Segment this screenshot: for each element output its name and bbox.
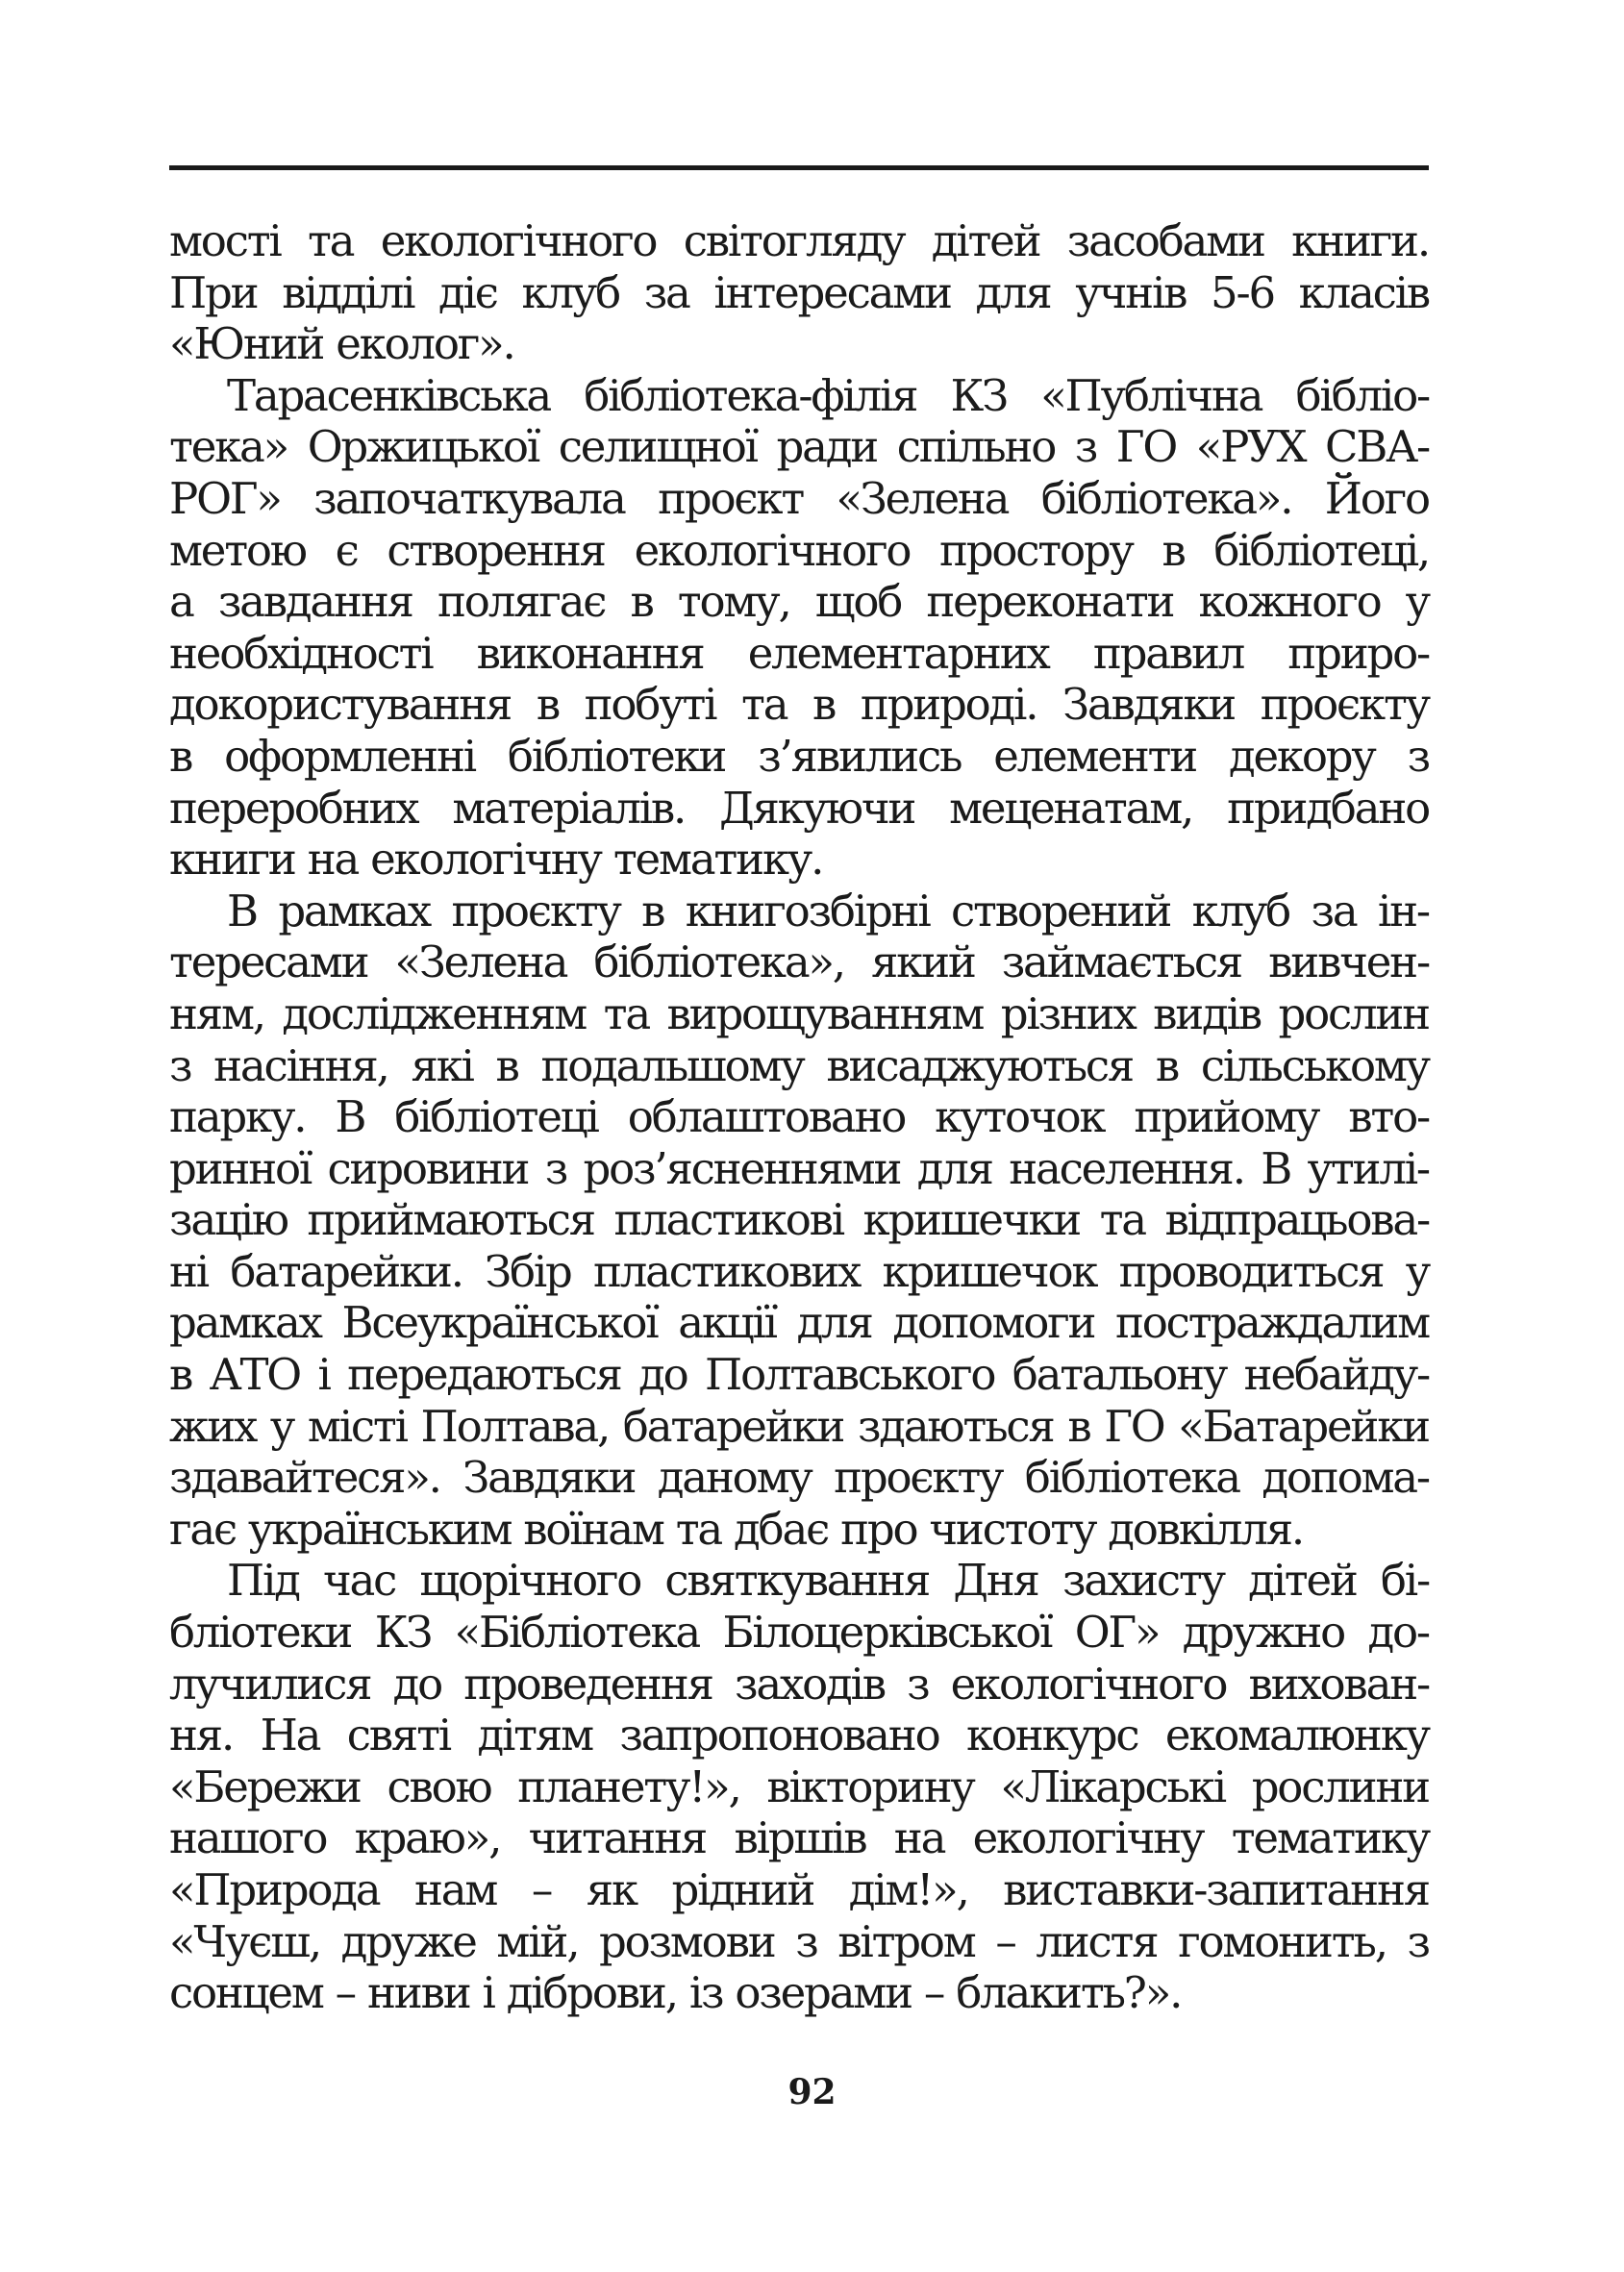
word: чистоту xyxy=(929,1503,1096,1555)
word: воїнам xyxy=(523,1503,663,1555)
word: завдання xyxy=(217,576,412,628)
word: Під xyxy=(227,1555,299,1607)
word: прийому xyxy=(1134,1091,1319,1143)
word: мості xyxy=(169,215,281,266)
word: кришечок xyxy=(882,1245,1097,1297)
word: кожного xyxy=(1198,576,1381,628)
word: запропоновано xyxy=(619,1710,939,1761)
word: вікторину xyxy=(766,1760,974,1812)
word: на xyxy=(893,1812,945,1864)
text-line xyxy=(169,679,1429,731)
word: книги xyxy=(169,834,295,886)
word: декору xyxy=(1228,730,1375,782)
word: розмови xyxy=(599,1915,775,1967)
word: які xyxy=(411,1039,473,1091)
word: листя xyxy=(1036,1915,1158,1967)
word: «РУХ xyxy=(1195,421,1306,473)
word: кришечки xyxy=(862,1194,1081,1246)
word: рідний xyxy=(671,1864,814,1915)
word: в xyxy=(169,1349,192,1401)
word: різних xyxy=(1000,987,1136,1039)
word: тематику. xyxy=(612,834,823,886)
text-line xyxy=(169,731,1429,783)
word: ням, xyxy=(169,987,264,1039)
word: планету!», xyxy=(517,1760,740,1812)
text-line xyxy=(169,988,1429,1040)
word: українським xyxy=(248,1503,512,1555)
text-line xyxy=(169,1864,1429,1916)
word: в xyxy=(1067,1400,1090,1452)
word: переробних xyxy=(169,782,418,834)
word: еколог». xyxy=(336,318,514,370)
word: засобами xyxy=(1066,215,1264,266)
word: ня. xyxy=(169,1710,234,1761)
word: батарейки. xyxy=(230,1245,462,1297)
word: бліотеки xyxy=(169,1607,352,1659)
word: Завдяки xyxy=(1062,679,1236,731)
text-line xyxy=(169,1246,1429,1298)
text-line xyxy=(169,783,1429,835)
word: бібліотека», xyxy=(593,936,844,988)
text-line xyxy=(169,886,1429,937)
word: куточок xyxy=(935,1091,1105,1143)
word: у xyxy=(1405,576,1429,628)
text-line xyxy=(169,834,1429,886)
word: зацію xyxy=(169,1194,287,1246)
word: В xyxy=(227,885,257,936)
word: ОГ» xyxy=(1074,1607,1160,1659)
word: тому, xyxy=(677,576,790,628)
word: населення. xyxy=(1009,1142,1244,1194)
word: з xyxy=(907,1658,929,1710)
word: допомоги xyxy=(892,1297,1095,1349)
word: ні xyxy=(169,1245,208,1297)
text-line xyxy=(169,1091,1429,1143)
word: за xyxy=(643,266,689,318)
word: в xyxy=(630,576,653,628)
word: Полтава, xyxy=(420,1400,610,1452)
word: правил xyxy=(1092,627,1244,679)
text-line xyxy=(169,576,1429,628)
word: приро- xyxy=(1287,627,1429,679)
word: «Лікарські xyxy=(1000,1760,1225,1812)
word: гає xyxy=(169,1503,237,1555)
word: батарейки xyxy=(622,1400,844,1452)
word: АТО xyxy=(209,1349,300,1401)
word: для xyxy=(975,266,1051,318)
word: проєкту xyxy=(834,1452,1003,1504)
word: дітям xyxy=(477,1710,592,1761)
word: На xyxy=(260,1710,320,1761)
word: виставки-запитання xyxy=(1003,1864,1429,1915)
word: святі xyxy=(346,1710,450,1761)
word: парку. xyxy=(169,1091,306,1143)
word: – xyxy=(531,1864,552,1915)
word: сонцем xyxy=(169,1967,323,2019)
word: екомалюнку xyxy=(1164,1710,1429,1761)
word: роз’ясненнями xyxy=(583,1142,901,1194)
word: озерами xyxy=(735,1967,912,2019)
word: – xyxy=(995,1915,1015,1967)
word: клуб xyxy=(521,266,619,318)
text-line xyxy=(169,1143,1429,1195)
word: «Юний xyxy=(169,318,324,370)
word: вивчен- xyxy=(1268,936,1429,988)
word: довкілля. xyxy=(1108,1503,1303,1555)
word: нам xyxy=(414,1864,497,1915)
word: краю», xyxy=(354,1812,501,1864)
word: і xyxy=(482,1967,494,2019)
word: нашого xyxy=(169,1812,327,1864)
text-line xyxy=(169,1761,1429,1813)
word: висаджуються xyxy=(826,1039,1134,1091)
word: Збір xyxy=(485,1245,571,1297)
word: В xyxy=(335,1091,365,1143)
text-line xyxy=(169,215,1429,267)
word: облаштовано xyxy=(627,1091,906,1143)
word: дружно xyxy=(1182,1607,1345,1659)
word: селищної xyxy=(558,421,757,473)
word: віршів xyxy=(734,1812,866,1864)
word: про xyxy=(840,1503,917,1555)
word: створений xyxy=(951,885,1171,936)
word: Оржицької xyxy=(307,421,539,473)
word: РОГ» xyxy=(169,472,281,524)
word: блакить?». xyxy=(956,1967,1182,2019)
word: книги. xyxy=(1291,215,1429,266)
word: здавайтеся». xyxy=(169,1452,440,1504)
word: читання xyxy=(528,1812,707,1864)
word: елементи xyxy=(993,730,1196,782)
word: КЗ xyxy=(950,369,1008,421)
word: 5-6 xyxy=(1211,266,1274,318)
word: конкурс xyxy=(965,1710,1138,1761)
word: приймаються xyxy=(307,1194,594,1246)
word: дітей xyxy=(931,215,1040,266)
page-number: 92 xyxy=(787,2072,837,2112)
word: небайду- xyxy=(1243,1349,1429,1401)
word: в xyxy=(641,885,664,936)
word: вто- xyxy=(1348,1091,1429,1143)
text-line xyxy=(169,267,1429,319)
word: тека» xyxy=(169,421,288,473)
word: СВА- xyxy=(1325,421,1429,473)
word: «Зелена xyxy=(394,936,567,988)
word: щорічного xyxy=(419,1555,641,1607)
text-line xyxy=(169,1297,1429,1349)
word: метою xyxy=(169,524,306,576)
text-line xyxy=(169,1607,1429,1659)
word: на xyxy=(307,834,359,886)
word: ради xyxy=(776,421,878,473)
text-line xyxy=(169,1452,1429,1504)
word: жих xyxy=(169,1400,257,1452)
word: з xyxy=(795,1915,817,1967)
word: бі- xyxy=(1380,1555,1429,1607)
word: проєкту xyxy=(451,885,620,936)
word: та xyxy=(307,215,354,266)
word: «Бібліотека xyxy=(454,1607,700,1659)
word: для xyxy=(916,1142,992,1194)
word: за xyxy=(1311,885,1357,936)
word: бібліотеці xyxy=(394,1091,598,1143)
word: екологічного xyxy=(634,524,911,576)
word: проведення xyxy=(463,1658,712,1710)
word: бібліотека-філія xyxy=(584,369,917,421)
word: необхідності xyxy=(169,627,433,679)
word: – xyxy=(923,1967,944,2019)
word: в xyxy=(495,1039,518,1091)
word: подальшому xyxy=(540,1039,804,1091)
text-line xyxy=(169,628,1429,680)
word: видів xyxy=(1153,987,1261,1039)
word: сировини xyxy=(327,1142,529,1194)
text-line xyxy=(169,1504,1429,1556)
word: Дня xyxy=(953,1555,1038,1607)
word: бібліотека». xyxy=(1040,472,1292,524)
word: насіння, xyxy=(213,1039,388,1091)
word: батальону xyxy=(1012,1349,1227,1401)
word: відпрацьова- xyxy=(1164,1194,1429,1246)
word: в xyxy=(812,679,836,731)
word: екологічну xyxy=(972,1812,1204,1864)
word: «Природа xyxy=(169,1864,380,1915)
word: – xyxy=(335,1967,355,2019)
top-rule xyxy=(169,165,1429,170)
body-text xyxy=(169,215,1429,2019)
text-line xyxy=(169,1040,1429,1092)
word: вітром xyxy=(837,1915,975,1967)
word: мій, xyxy=(496,1915,579,1967)
word: виконання xyxy=(476,627,704,679)
word: щоб xyxy=(814,576,902,628)
word: сільському xyxy=(1200,1039,1429,1091)
word: з xyxy=(1407,730,1429,782)
word: діє xyxy=(438,266,497,318)
word: допома- xyxy=(1262,1452,1429,1504)
word: екологічного xyxy=(950,1658,1227,1710)
word: В xyxy=(1261,1142,1291,1194)
word: і xyxy=(317,1349,330,1401)
text-line xyxy=(169,370,1429,422)
word: бібліотеці, xyxy=(1213,524,1429,576)
word: вирощуванням xyxy=(666,987,984,1039)
word: рамках xyxy=(169,1297,321,1349)
word: та xyxy=(1099,1194,1145,1246)
text-line xyxy=(169,1349,1429,1401)
word: ГО xyxy=(1104,1400,1164,1452)
word: час xyxy=(322,1555,396,1607)
word: «Публічна xyxy=(1040,369,1262,421)
word: Білоцерківської xyxy=(722,1607,1052,1659)
word: займається xyxy=(1001,936,1242,988)
word: КЗ xyxy=(374,1607,432,1659)
word: акції xyxy=(678,1297,776,1349)
word: простору xyxy=(938,524,1133,576)
word: утилі- xyxy=(1307,1142,1429,1194)
word: класів xyxy=(1298,266,1429,318)
word: у xyxy=(269,1400,294,1452)
word: полягає xyxy=(437,576,606,628)
text-line xyxy=(169,1659,1429,1710)
word: «Чуєш, xyxy=(169,1915,320,1967)
word: світогляду xyxy=(683,215,905,266)
word: дітей xyxy=(1248,1555,1357,1607)
word: переконати xyxy=(926,576,1174,628)
word: придбано xyxy=(1227,782,1429,834)
word: проєкту xyxy=(1260,679,1429,731)
word: бібліо- xyxy=(1295,369,1429,421)
word: в xyxy=(1162,524,1185,576)
word: з xyxy=(1407,1915,1429,1967)
word: природі. xyxy=(860,679,1037,731)
word: відділі xyxy=(282,266,414,318)
word: здаються xyxy=(857,1400,1054,1452)
word: який xyxy=(870,936,975,988)
text-line xyxy=(169,473,1429,525)
word: в xyxy=(169,730,192,782)
word: При xyxy=(169,266,258,318)
word: меценатам, xyxy=(949,782,1193,834)
text-line xyxy=(169,525,1429,577)
word: спільно xyxy=(896,421,1056,473)
word: місті xyxy=(307,1400,407,1452)
text-line xyxy=(169,1710,1429,1761)
word: гомонить, xyxy=(1178,1915,1387,1967)
word: з xyxy=(1074,421,1097,473)
word: та xyxy=(741,679,787,731)
word: «Батарейки xyxy=(1178,1400,1429,1452)
word: дім!», xyxy=(848,1864,968,1915)
word: з’явились xyxy=(758,730,962,782)
word: ГО xyxy=(1115,421,1177,473)
word: свою xyxy=(387,1760,491,1812)
text-line xyxy=(169,1916,1429,1968)
word: ниви xyxy=(366,1967,470,2019)
word: постраждалим xyxy=(1115,1297,1429,1349)
word: тересами xyxy=(169,936,368,988)
word: проєкт xyxy=(658,472,804,524)
word: та xyxy=(603,987,649,1039)
word: до- xyxy=(1367,1607,1429,1659)
word: ринної xyxy=(169,1142,312,1194)
word: екологічного xyxy=(380,215,657,266)
word: інтересами xyxy=(713,266,951,318)
word: пластикові xyxy=(613,1194,843,1246)
word: екологічну xyxy=(370,834,601,886)
word: передаються xyxy=(347,1349,621,1401)
word: святкування xyxy=(664,1555,930,1607)
word: «Зелена xyxy=(836,472,1009,524)
word: в xyxy=(1155,1039,1179,1091)
text-line xyxy=(169,1401,1429,1453)
word: проводиться xyxy=(1118,1245,1384,1297)
word: учнів xyxy=(1075,266,1187,318)
word: заходів xyxy=(734,1658,885,1710)
word: друже xyxy=(340,1915,476,1967)
word: ін- xyxy=(1377,885,1429,936)
word: пластикових xyxy=(592,1245,861,1297)
word: створення xyxy=(387,524,605,576)
word: книгозбірні xyxy=(685,885,930,936)
text-line xyxy=(169,318,1429,370)
text-line xyxy=(169,936,1429,988)
word: лучилися xyxy=(169,1658,371,1710)
text-line xyxy=(169,1967,1429,2019)
word: дослідженням xyxy=(282,987,587,1039)
word: докористування xyxy=(169,679,512,731)
text-line xyxy=(169,1812,1429,1864)
word: як xyxy=(586,1864,637,1915)
word: із xyxy=(688,1967,723,2019)
word: даному xyxy=(657,1452,812,1504)
text-line xyxy=(169,1555,1429,1607)
word: Всеукраїнської xyxy=(341,1297,658,1349)
word: тематику xyxy=(1231,1812,1429,1864)
text-line xyxy=(169,1194,1429,1246)
word: Його xyxy=(1324,472,1429,524)
word: бібліотеки xyxy=(507,730,726,782)
word: з xyxy=(169,1039,191,1091)
word: є xyxy=(335,524,358,576)
word: рослин xyxy=(1278,987,1429,1039)
word: започаткувала xyxy=(313,472,625,524)
word: та xyxy=(675,1503,722,1555)
word: Полтавського xyxy=(705,1349,995,1401)
text-line xyxy=(169,421,1429,473)
word: бібліотека xyxy=(1024,1452,1239,1504)
word: діброви, xyxy=(506,1967,677,2019)
word: матеріалів. xyxy=(452,782,686,834)
word: Дякуючи xyxy=(719,782,915,834)
word: побуті xyxy=(584,679,716,731)
word: до xyxy=(638,1349,687,1401)
word: рослини xyxy=(1251,1760,1429,1812)
word: а xyxy=(169,576,193,628)
word: оформленні xyxy=(224,730,475,782)
word: з xyxy=(544,1142,567,1194)
word: вихован- xyxy=(1248,1658,1429,1710)
word: для xyxy=(796,1297,872,1349)
word: елементарних xyxy=(747,627,1049,679)
word: в xyxy=(536,679,559,731)
word: «Бережи xyxy=(169,1760,361,1812)
word: у xyxy=(1405,1245,1429,1297)
word: дбає xyxy=(734,1503,829,1555)
word: клуб xyxy=(1191,885,1290,936)
word: Тарасенківська xyxy=(227,369,551,421)
word: до xyxy=(392,1658,441,1710)
word: рамках xyxy=(278,885,431,936)
word: Завдяки xyxy=(462,1452,636,1504)
word: захисту xyxy=(1062,1555,1224,1607)
